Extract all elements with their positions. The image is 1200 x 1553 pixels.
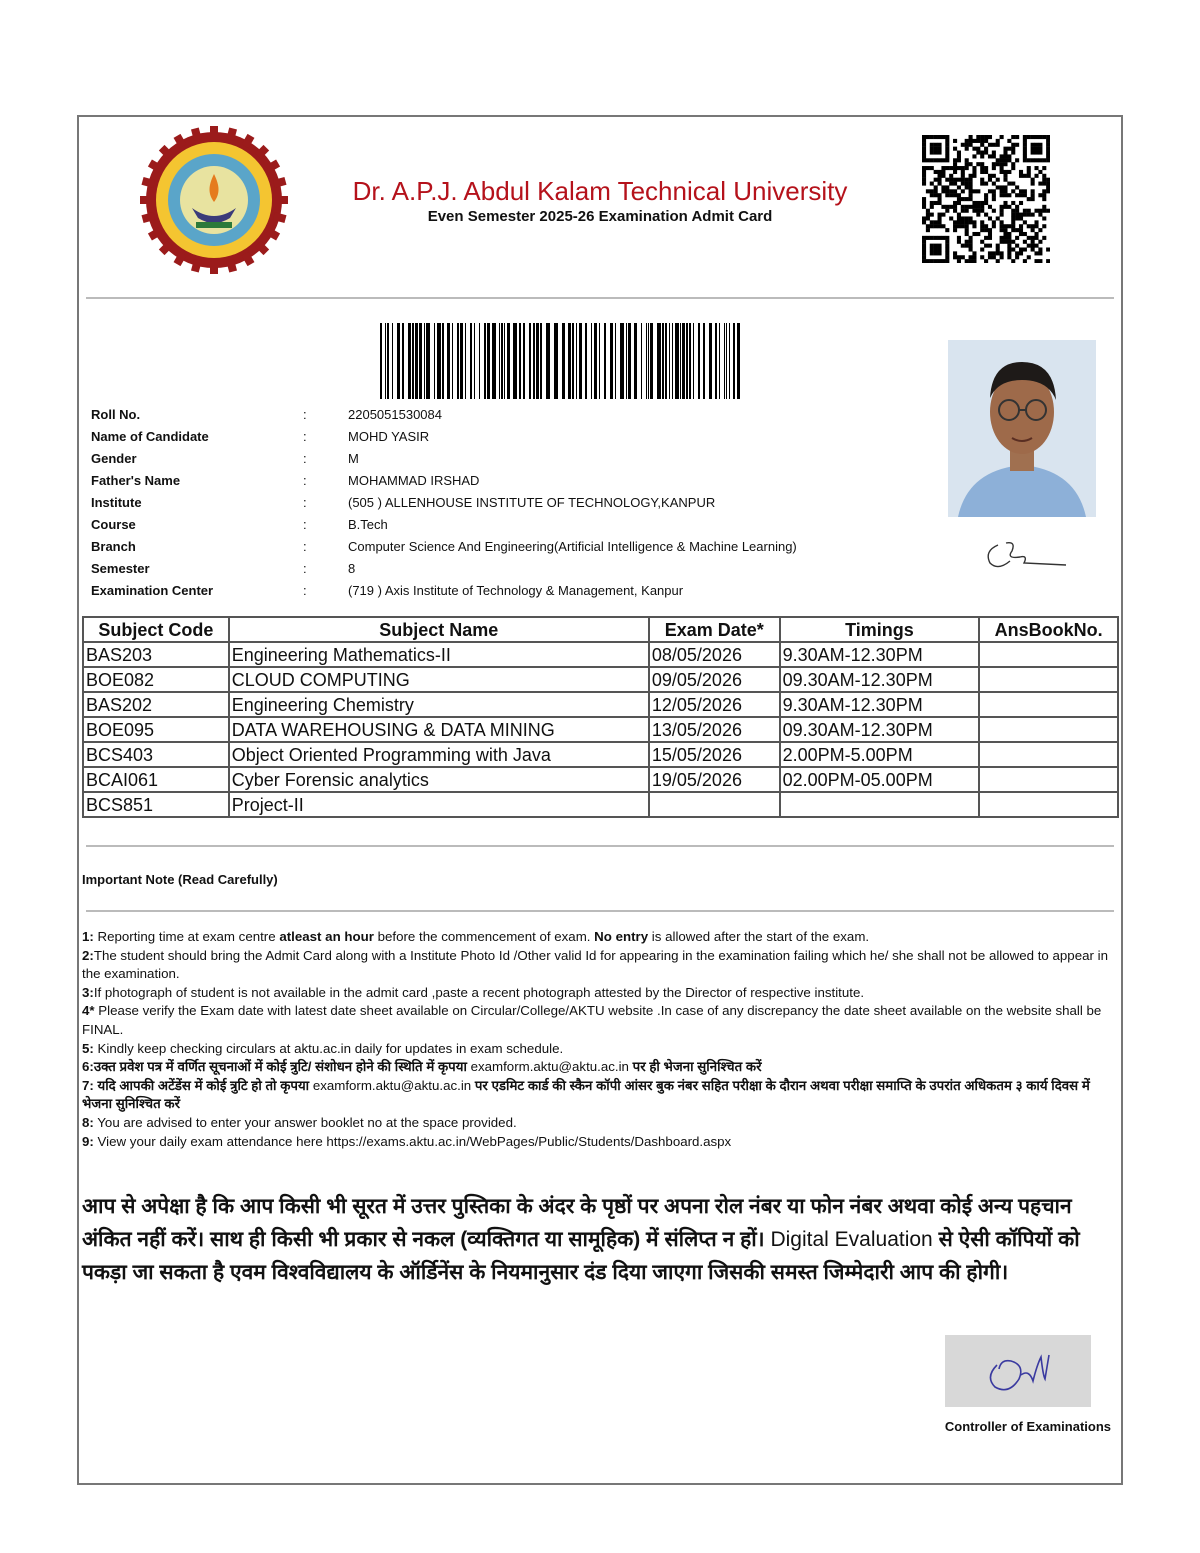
colon: : [303,473,307,488]
branch-value: Computer Science And Engineering(Artificial Intelligence & Machine Learning) [348,539,797,554]
note-number: 2: [82,947,94,963]
candidate-name-label: Name of Candidate [91,429,209,444]
divider [86,845,1114,847]
subject-code-cell: BOE095 [83,717,229,742]
colon: : [303,561,307,576]
subject-name-cell: DATA WAREHOUSING & DATA MINING [229,717,649,742]
email-link[interactable]: examform.aktu@aktu.ac.in [470,1059,629,1075]
exam-date-cell: 08/05/2026 [649,642,780,667]
subject-code-cell: BAS203 [83,642,229,667]
timings-cell: 9.30AM-12.30PM [780,692,980,717]
course-value: B.Tech [348,517,388,532]
controller-of-examinations: Controller of Examinations [944,1419,1111,1434]
gender-value: M [348,451,359,466]
note-number: 1: [82,929,94,944]
notes-list [82,928,1122,1151]
candidate-signature [976,533,1068,575]
note-2 [82,947,1122,984]
hindi-warning-text: आप से अपेक्षा है कि आप किसी भी सूरत में उत्तर पुस्तिका के अंदर के पृष्ठों पर अपना रोल नंबर या फोन नंबर अथवा कोई अन्य पहचान अंकित नहीं करें। साथ ही किसी भी प्रकार से नकल (व्यक्तिगत या सामूहिक) में संलिप्त न हों। [82,1195,1072,1251]
subject-name-cell: Object Oriented Programming with Java [229,742,649,767]
column-header-exam-date: Exam Date* [649,617,780,642]
subject-code-cell: BCS403 [83,742,229,767]
subject-code-cell: BOE082 [83,667,229,692]
semester-value: 8 [348,561,356,576]
table-row [83,792,1118,817]
note-text: View your daily exam attendance here https://exams.aktu.ac.in/WebPages/Public/Students/Dashboard.aspx [93,1133,732,1149]
note-text-hindi: पर ही भेजना सुनिश्चित करें [628,1059,762,1075]
timings-cell: 02.00PM-05.00PM [780,767,980,792]
timings-cell: 2.00PM-5.00PM [780,742,980,767]
note-number: 3: [82,984,94,1000]
subject-name-cell: Engineering Chemistry [229,692,649,717]
column-header-ansbookno: AnsBookNo. [979,617,1118,642]
exam-date-cell: 12/05/2026 [649,692,780,717]
qr-code [922,135,1050,263]
column-header-timings: Timings [780,617,980,642]
divider [86,910,1114,912]
semester-label: Semester [91,561,150,576]
table-row [83,767,1118,792]
timings-cell: 09.30AM-12.30PM [780,667,980,692]
university-title: Dr. A.P.J. Abdul Kalam Technical University [352,176,848,206]
note-5 [82,1040,1122,1059]
colon: : [303,583,307,598]
subject-name-cell: Project-II [229,792,649,817]
candidate-photo [948,340,1096,517]
note-9 [82,1133,1122,1152]
ansbook-cell [979,767,1118,792]
controller-signature [945,1335,1091,1407]
note-text-hindi: 7: यदि आपकी अटेंडेंस में कोई त्रुटि हो तो कृपया [82,1077,313,1093]
colon: : [303,517,307,532]
subject-code-cell: BAS202 [83,692,229,717]
institute-label: Institute [91,495,142,510]
subject-name-cell: Engineering Mathematics-II [229,642,649,667]
note-text: before the commencement of exam. [373,929,595,944]
note-text: Please verify the Exam date with latest date sheet available on Circular/College/AKTU website .In case of any discrepancy the date sheet available on the website shall be FINAL. [82,1003,1102,1037]
father-name-value: MOHAMMAD IRSHAD [348,473,480,488]
colon: : [303,407,307,422]
ansbook-cell [979,692,1118,717]
note-text: The student should bring the Admit Card along with a Institute Photo Id /Other valid Id for appearing in the examination failing which he/ she shall not be allowed to appear in the examination. [82,947,1108,982]
note-3 [82,984,1122,1003]
note-1 [82,928,1122,947]
note-8 [82,1114,1122,1133]
important-note-title: Important Note (Read Carefully) [82,872,278,887]
note-text: Kindly keep checking circulars at aktu.ac.in daily for updates in exam schedule. [93,1040,564,1056]
subject-code-cell: BCS851 [83,792,229,817]
university-logo [138,124,290,276]
ansbook-cell [979,742,1118,767]
institute-value: (505 ) ALLENHOUSE INSTITUTE OF TECHNOLOGY,KANPUR [348,495,716,510]
exam-date-cell: 09/05/2026 [649,667,780,692]
branch-label: Branch [91,539,136,554]
exam-center-label: Examination Center [91,583,214,598]
subject-name-cell: CLOUD COMPUTING [229,667,649,692]
exam-date-cell: 15/05/2026 [649,742,780,767]
colon: : [303,539,307,554]
subject-code-cell: BCAI061 [83,767,229,792]
table-header-row [83,617,1118,642]
exam-date-cell: 13/05/2026 [649,717,780,742]
colon: : [303,429,307,444]
table-row [83,667,1118,692]
ansbook-cell [979,642,1118,667]
note-text: Reporting time at exam centre [93,929,280,944]
note-text-hindi: पर एडमिट कार्ड की स्कैन कॉपी आंसर बुक नंबर सहित परीक्षा के दौरान अथवा परीक्षा समाप्ति के उपरांत अधिकतम ३ कार्य दिवस में भेजना सुनिश्चित करें [82,1077,1090,1112]
note-emphasis: atleast an hour [279,929,374,944]
column-header-subject-code: Subject Code [83,617,229,642]
subject-name-cell: Cyber Forensic analytics [229,767,649,792]
subject-table [82,616,1119,818]
ansbook-cell [979,717,1118,742]
hindi-warning-text: Digital Evaluation [770,1228,933,1251]
ansbook-cell [979,792,1118,817]
note-number: 4* [82,1003,95,1019]
timings-cell: 9.30AM-12.30PM [780,642,980,667]
note-text-hindi: 6:उक्त प्रवेश पत्र में वर्णित सूचनाओं में कोई त्रुटि/ संशोधन होने की स्थिति में कृपया [82,1059,471,1075]
roll-no-value: 2205051530084 [348,407,442,422]
barcode [378,323,744,399]
exam-center-value: (719 ) Axis Institute of Technology & Management, Kanpur [348,583,684,598]
note-number: 9: [82,1133,94,1149]
divider [86,297,1114,299]
note-7 [82,1077,1122,1114]
note-4 [82,1002,1122,1039]
note-text: is allowed after the start of the exam. [648,929,870,944]
hindi-warning-text: से ऐसी कॉपियों को पकड़ा जा सकता है एवम विश्वविद्यालय के ऑर्डिनेंस के नियमानुसार दंड दिया जाएगा जिसकी समस्त जिम्मेदारी आप की होगी। [82,1228,1080,1284]
candidate-name-value: MOHD YASIR [348,429,430,444]
table-row [83,642,1118,667]
hindi-warning [82,1190,1122,1289]
table-row [83,717,1118,742]
note-text: If photograph of student is not available in the admit card ,paste a recent photograph attested by the Director of respective institute. [93,984,865,1000]
gender-label: Gender [91,451,137,466]
note-6 [82,1058,1122,1077]
admit-card-subtitle: Even Semester 2025-26 Examination Admit Card [427,208,773,225]
exam-date-cell [649,792,780,817]
note-text: You are advised to enter your answer booklet no at the space provided. [93,1114,517,1130]
table-row [83,692,1118,717]
colon: : [303,451,307,466]
column-header-subject-name: Subject Name [229,617,649,642]
course-label: Course [91,517,136,532]
timings-cell: 09.30AM-12.30PM [780,717,980,742]
father-name-label: Father's Name [91,473,181,488]
timings-cell [780,792,980,817]
email-link[interactable]: examform.aktu@aktu.ac.in [312,1077,472,1093]
ansbook-cell [979,667,1118,692]
table-row [83,742,1118,767]
colon: : [303,495,307,510]
exam-date-cell: 19/05/2026 [649,767,780,792]
note-number: 8: [82,1114,94,1130]
note-number: 5: [82,1040,94,1056]
note-emphasis: No entry [594,929,649,944]
roll-no-label: Roll No. [91,407,141,422]
